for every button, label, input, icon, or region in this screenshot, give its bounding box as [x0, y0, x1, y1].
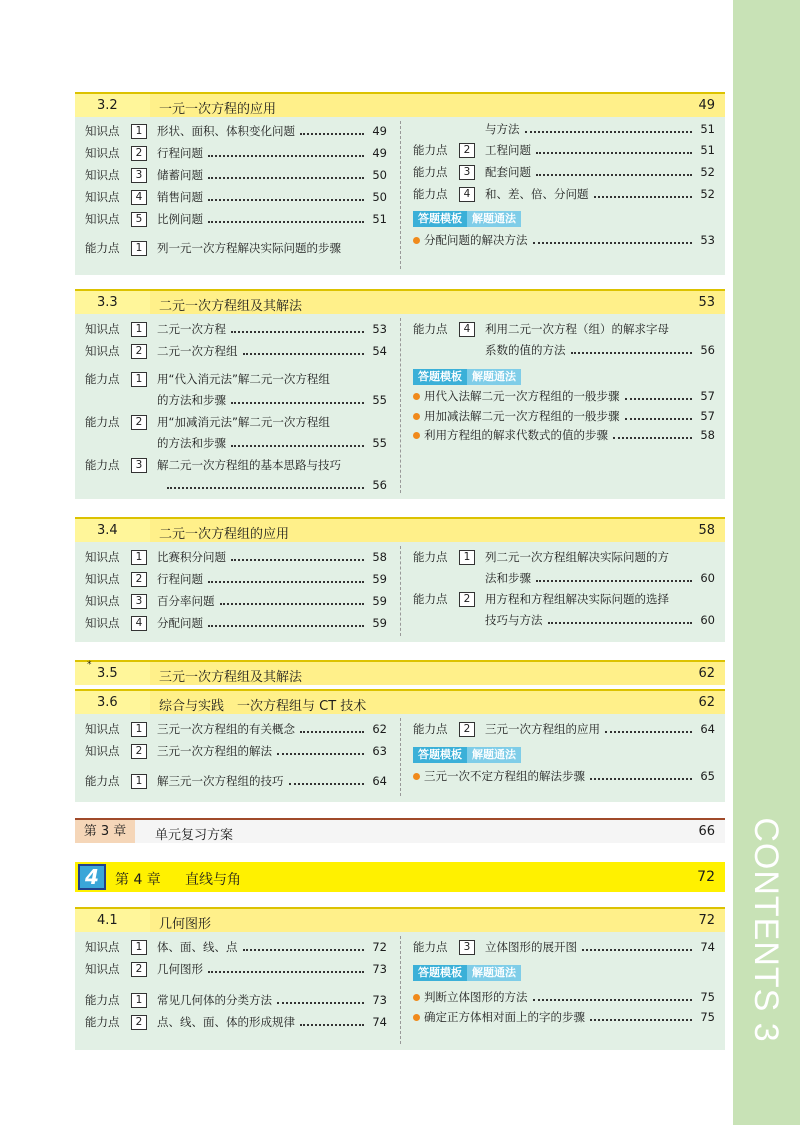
toc-entry[interactable]: 能力点 1 用“代入消元法”解二元一次方程组 — [85, 372, 330, 386]
section-number: 3.6 — [97, 695, 118, 710]
page-number: 58 — [698, 523, 715, 538]
toc-entry[interactable]: 能力点 4 利用二元一次方程（组）的解求字母 — [413, 322, 669, 336]
toc-panel — [75, 932, 725, 1050]
section-header[interactable] — [75, 517, 725, 542]
page-number: 62 — [698, 695, 715, 710]
page-number: 53 — [698, 295, 715, 310]
toc-entry[interactable]: 知识点 4 销售问题 50 — [85, 190, 387, 204]
bullet-dot-icon — [413, 432, 420, 439]
toc-entry[interactable]: 知识点 3 百分率问题 59 — [85, 594, 387, 608]
toc-entry[interactable]: 知识点 3 储蓄问题 50 — [85, 168, 387, 182]
section-title: 二元一次方程组的应用 — [159, 527, 290, 542]
section-title: 几何图形 — [159, 917, 212, 932]
chapter-title: 直线与角 — [185, 872, 241, 888]
toc-entry[interactable]: 知识点 1 体、面、线、点 72 — [85, 940, 387, 954]
page-number: 66 — [698, 824, 715, 839]
toc-entry-continuation[interactable]: 的方法和步骤 55 — [157, 393, 387, 407]
bullet-dot-icon — [413, 773, 420, 780]
chapter-label: 第 3 章 — [75, 820, 135, 843]
toc-entry[interactable]: 知识点 5 比例问题 51 — [85, 212, 387, 226]
section-4-1 — [75, 907, 725, 1050]
toc-entry[interactable]: 能力点 2 用方程和方程组解决实际问题的选择 — [413, 592, 669, 606]
page-number: 72 — [697, 869, 715, 885]
toc-entry[interactable]: 能力点 2 用“加减消元法”解二元一次方程组 — [85, 415, 330, 429]
toc-entry[interactable]: 能力点 1 列二元一次方程组解决实际问题的方 — [413, 550, 669, 564]
toc-entry[interactable]: 知识点 2 三元一次方程组的解法 63 — [85, 744, 387, 758]
toc-entry-continuation[interactable]: 技巧与方法 60 — [485, 613, 715, 627]
column-divider — [400, 936, 401, 1044]
bullet-entry[interactable]: 三元一次不定方程组的解法步骤 65 — [413, 767, 715, 785]
contents-side-bar — [733, 0, 800, 1125]
section-number: 3.3 — [97, 295, 118, 310]
bullet-dot-icon — [413, 393, 420, 400]
bullet-dot-icon — [413, 1014, 420, 1021]
section-header[interactable] — [75, 660, 725, 685]
toc-entry-continuation[interactable]: 56 — [167, 476, 387, 494]
bullet-entry[interactable]: 判断立体图形的方法 75 — [413, 988, 715, 1006]
template-tag: 答题模板 解题通法 — [413, 211, 521, 227]
section-number: 3.4 — [97, 523, 118, 538]
chapter-number-badge: 4 — [78, 864, 106, 890]
bullet-entry[interactable]: 用加减法解二元一次方程组的一般步骤 57 — [413, 407, 715, 425]
toc-panel — [75, 117, 725, 275]
page-number: 62 — [698, 666, 715, 681]
toc-panel — [75, 714, 725, 802]
section-header[interactable] — [75, 689, 725, 714]
chapter-review-header[interactable] — [75, 818, 725, 843]
chapter-4-header[interactable] — [75, 862, 725, 892]
template-tag: 答题模板 解题通法 — [413, 965, 521, 981]
section-number: 3.5 — [97, 666, 118, 681]
column-divider — [400, 718, 401, 796]
toc-panel — [75, 314, 725, 499]
toc-entry-continuation[interactable]: 法和步骤 60 — [485, 571, 715, 585]
page-number: 49 — [698, 98, 715, 113]
contents-side-label: CONTENTS 3 — [747, 817, 785, 1043]
toc-entry[interactable]: 能力点 1 解三元一次方程组的技巧 64 — [85, 774, 387, 788]
optional-star: * — [87, 660, 92, 670]
column-divider — [400, 318, 401, 493]
bullet-dot-icon — [413, 237, 420, 244]
column-divider — [400, 546, 401, 636]
toc-entry[interactable]: 能力点 1 常见几何体的分类方法 73 — [85, 993, 387, 1007]
toc-entry[interactable]: 知识点 2 二元一次方程组 54 — [85, 344, 387, 358]
bullet-dot-icon — [413, 994, 420, 1001]
section-title: 二元一次方程组及其解法 — [159, 299, 303, 314]
toc-entry-continuation[interactable]: 系数的值的方法 56 — [485, 343, 715, 357]
template-tag: 答题模板 解题通法 — [413, 747, 521, 763]
toc-panel — [75, 542, 725, 642]
toc-entry[interactable]: 知识点 1 三元一次方程组的有关概念 62 — [85, 722, 387, 736]
section-3-3 — [75, 289, 725, 499]
chapter-label: 第 4 章 — [115, 872, 161, 888]
section-title: 一元一次方程的应用 — [159, 102, 277, 117]
toc-entry[interactable]: 能力点 1 列一元一次方程解决实际问题的步骤 — [85, 241, 341, 255]
toc-entry[interactable]: 能力点 2 工程问题 51 — [413, 143, 715, 157]
section-3-2 — [75, 92, 725, 275]
toc-entry[interactable]: 能力点 4 和、差、倍、分问题 52 — [413, 187, 715, 201]
toc-entry-continuation[interactable]: 与方法 51 — [485, 122, 715, 136]
toc-entry[interactable]: 能力点 3 配套问题 52 — [413, 165, 715, 179]
toc-entry[interactable]: 知识点 1 二元一次方程 53 — [85, 322, 387, 336]
bullet-entry[interactable]: 确定正方体相对面上的字的步骤 75 — [413, 1008, 715, 1026]
section-header[interactable] — [75, 289, 725, 314]
toc-entry[interactable]: 能力点 2 三元一次方程组的应用 64 — [413, 722, 715, 736]
toc-entry[interactable]: 能力点 2 点、线、面、体的形成规律 74 — [85, 1015, 387, 1029]
toc-entry[interactable]: 能力点 3 立体图形的展开图 74 — [413, 940, 715, 954]
section-title: 综合与实践 一次方程组与 CT 技术 — [159, 699, 367, 714]
section-header[interactable] — [75, 907, 725, 932]
bullet-entry[interactable]: 用代入法解二元一次方程组的一般步骤 57 — [413, 387, 715, 405]
review-title: 单元复习方案 — [155, 828, 234, 843]
bullet-entry[interactable]: 利用方程组的解求代数式的值的步骤 58 — [413, 426, 715, 444]
section-number: 4.1 — [97, 913, 118, 928]
toc-entry-continuation[interactable]: 的方法和步骤 55 — [157, 436, 387, 450]
column-divider — [400, 121, 401, 269]
toc-entry[interactable]: 知识点 2 行程问题 49 — [85, 146, 387, 160]
template-tag: 答题模板 解题通法 — [413, 369, 521, 385]
toc-entry[interactable]: 知识点 4 分配问题 59 — [85, 616, 387, 630]
section-number: 3.2 — [97, 98, 118, 113]
toc-entry[interactable]: 能力点 3 解二元一次方程组的基本思路与技巧 — [85, 458, 341, 472]
toc-entry[interactable]: 知识点 1 形状、面积、体积变化问题 49 — [85, 124, 387, 138]
toc-entry[interactable]: 知识点 2 几何图形 73 — [85, 962, 387, 976]
bullet-dot-icon — [413, 413, 420, 420]
section-3-5-3-6 — [75, 660, 725, 802]
toc-entry[interactable]: 知识点 1 比赛积分问题 58 — [85, 550, 387, 564]
toc-entry[interactable]: 知识点 2 行程问题 59 — [85, 572, 387, 586]
bullet-entry[interactable]: 分配问题的解决方法 53 — [413, 231, 715, 249]
section-3-4 — [75, 517, 725, 642]
section-header[interactable] — [75, 92, 725, 117]
section-title: 三元一次方程组及其解法 — [159, 670, 303, 685]
page-number: 72 — [698, 913, 715, 928]
